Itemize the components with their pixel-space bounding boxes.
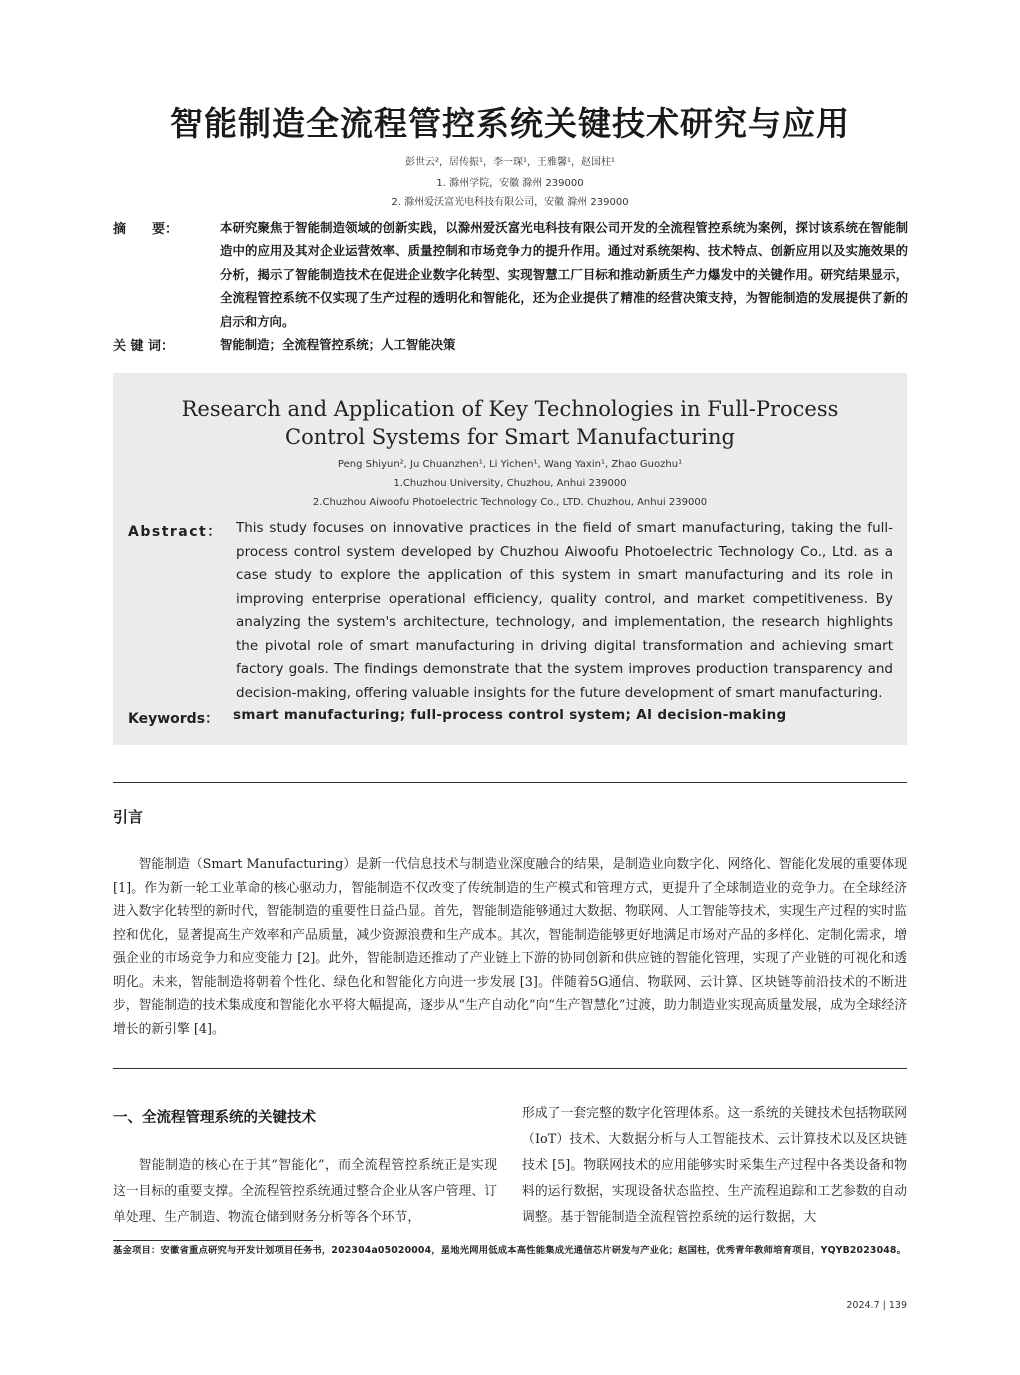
- page-title: 智能制造全流程管控系统关键技术研究与应用: [170, 104, 850, 143]
- section-1-left-column: 智能制造的核心在于其“智能化”，而全流程管控系统正是实现这一目标的重要支撑。全流程管控系统通过整合企业从客户管理、订单处理、生产制造、物流仓储到财务分析等各个环节，: [113, 1158, 497, 1225]
- intro-heading: 引言: [113, 808, 144, 826]
- section-1-heading: 一、全流程管理系统的关键技术: [113, 1110, 316, 1126]
- english-abstract-text: This study focuses on innovative practices in the field of smart manufacturing, taking the full-process control system developed by Chuzhou Aiwoofu Photoelectric Technology Co., Ltd. as a case study to explore the application of this system in smart manufacturing and its role in improving enterprise operational efficiency, quality control, and market competitiveness. By analyzing the system's architecture, technology, and implementation, the research highlights the pivotal role of smart manufacturing in driving digital transformation and achieving smart factory goals. The findings demonstrate that the system improves production transparency and decision-making, offering valuable insights for the future development of smart manufacturing.: [236, 520, 893, 701]
- footnote-rule: [113, 1240, 313, 1241]
- english-keywords-label: Keywords：: [128, 711, 220, 727]
- affiliation-cn-2: 2. 滁州爱沃富光电科技有限公司，安徽 滁州 239000: [391, 197, 629, 208]
- keywords-cn-label: 关 键 词：: [113, 339, 175, 354]
- english-abstract-box: [113, 373, 907, 745]
- english-affiliation-2: 2.Chuzhou Aiwoofu Photoelectric Technology Co., LTD. Chuzhou, Anhui 239000: [312, 497, 708, 508]
- english-abstract-label: Abstract：: [128, 524, 223, 540]
- page-number: 2024.7 | 139: [846, 1300, 907, 1311]
- english-title-line-1: Research and Application of Key Technologies in Full-Process: [181, 397, 839, 421]
- intro-paragraph: 智能制造（Smart Manufacturing）是新一代信息技术与制造业深度融合的结果，是制造业向数字化、网络化、智能化发展的重要体现 [1]。作为新一轮工业革命的核心驱动力，智能制造不仅改变了传统制造的生产模式和管理方式，更提升了全球制造业的竞争力。在全球经济进入数字化转型的新时代，智能制造的重要性日益凸显。首先，智能制造能够通过大数据、物联网、人工智能等技术，实现生产过程的实时监控和优化，显著提高生产效率和产品质量，减少资源浪费和生产成本。其次，智能制造能够更好地满足市场对产品的多样化、定制化需求，增强企业的市场竞争力和应变能力 [2]。此外，智能制造还推动了产业链上下游的协同创新和供应链的智能化管理，实现了产业链的可视化和透明化。未来，智能制造将朝着个性化、绿色化和智能化方向进一步发展 [3]。伴随着5G通信、物联网、云计算、区块链等前沿技术的不断进步，智能制造的技术集成度和智能化水平将大幅提高，逐步从“生产自动化”向“生产智慧化”过渡，助力制造业实现高质量发展，成为全球经济增长的新引擎 [4]。: [113, 857, 907, 1037]
- english-keywords-text: smart manufacturing; full-process control system; AI decision-making: [233, 707, 787, 723]
- keywords-cn-text: 智能制造；全流程管控系统；人工智能决策: [220, 337, 456, 352]
- section-1-right-column: 形成了一套完整的数字化管理体系。这一系统的关键技术包括物联网（IoT）技术、大数据分析与人工智能技术、云计算技术以及区块链技术 [5]。物联网技术的应用能够实时采集生产过程中各类设备和物料的运行数据，实现设备状态监控、生产流程追踪和工艺参数的自动调整。基于智能制造全流程管控系统的运行数据，大: [522, 1106, 907, 1225]
- english-title-line-2: Control Systems for Smart Manufacturing: [285, 425, 735, 449]
- authors-cn: 彭世云²，居传振¹，李一琛¹，王雅馨¹，赵国柱¹: [404, 157, 616, 168]
- divider: [113, 782, 907, 783]
- funding-footnote: 基金项目：安徽省重点研究与开发计划项目任务书，202304a05020004，星地光网用低成本高性能集成光通信芯片研发与产业化；赵国柱，优秀青年教师培育项目，YQYB2023048。: [113, 1245, 907, 1256]
- divider: [113, 1068, 907, 1069]
- abstract-cn-text: 本研究聚焦于智能制造领域的创新实践，以滁州爱沃富光电科技有限公司开发的全流程管控系统为案例，探讨该系统在智能制造中的应用及其对企业运营效率、质量控制和市场竞争力的提升作用。通过对系统架构、技术特点、创新应用以及实施效果的分析，揭示了智能制造技术在促进企业数字化转型、实现智慧工厂目标和推动新质生产力爆发中的关键作用。研究结果显示，全流程管控系统不仅实现了生产过程的透明化和智能化，还为企业提供了精准的经营决策支持，为智能制造的发展提供了新的启示和方向。: [220, 220, 908, 329]
- english-title: [113, 395, 907, 451]
- abstract-cn-label: 摘 要：: [113, 222, 179, 237]
- affiliation-cn-1: 1. 滁州学院，安徽 滁州 239000: [436, 178, 584, 189]
- english-authors: Peng Shiyun², Ju Chuanzhen¹, Li Yichen¹, Wang Yaxin¹, Zhao Guozhu¹: [337, 459, 683, 470]
- english-affiliation-1: 1.Chuzhou University, Chuzhou, Anhui 239000: [393, 478, 627, 489]
